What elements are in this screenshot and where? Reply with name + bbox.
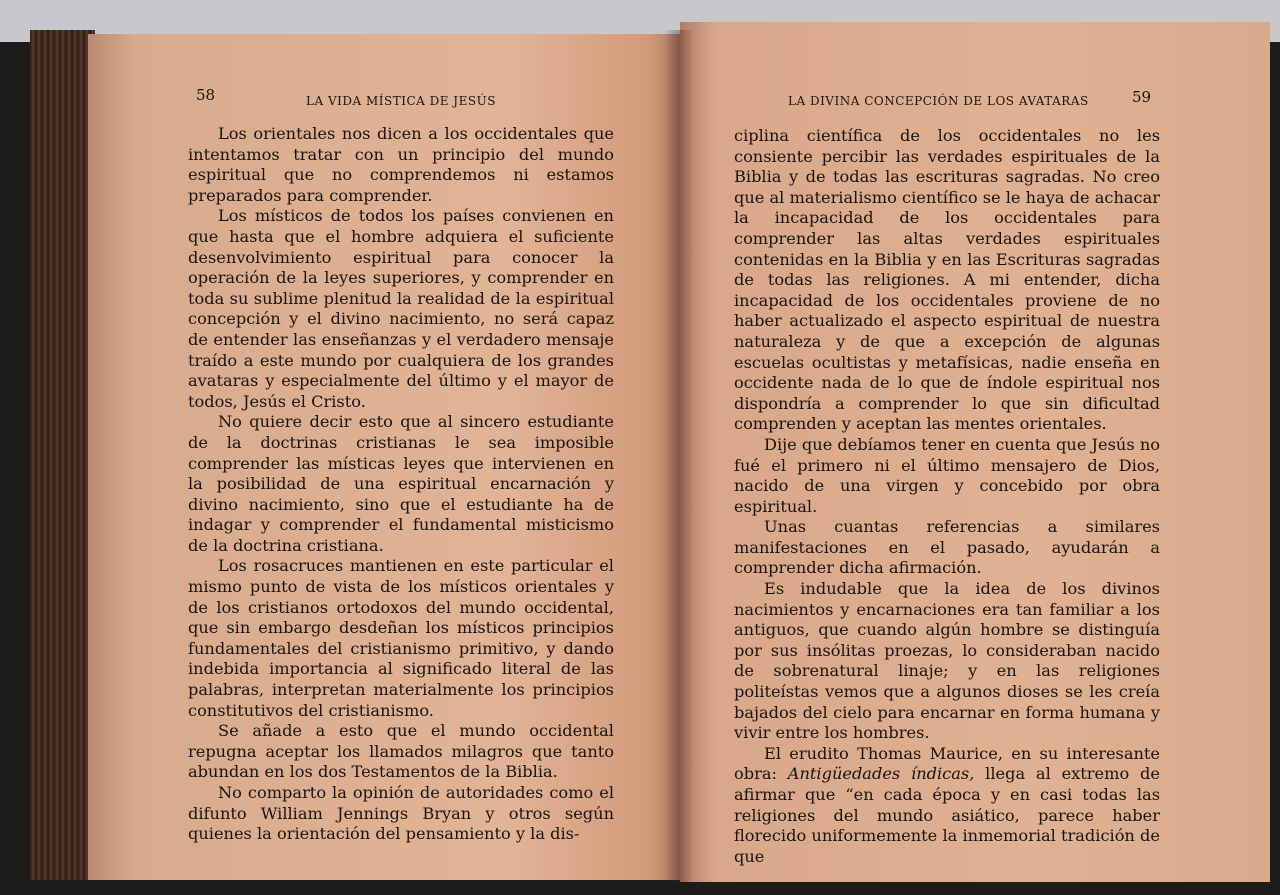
right-body-text — [734, 126, 1160, 867]
paragraph: Los rosacruces mantienen en este particular el mismo punto de vista de los místicos orientales y de los cristianos ortodoxos del mundo occidental, que sin embargo desdeñan los místicos principios fundamentales del cristianismo primitivo, y dando indebida importancia al significado literal de las palabras, interpretan materialmente los principios constitutivos del cristianismo. — [188, 556, 614, 720]
paragraph: Los místicos de todos los países convienen en que hasta que el hombre adquiera el suficiente desenvolvimiento espiritual para conocer la operación de la leyes superiores, y comprender en toda su sublime plenitud la realidad de la espiritual concepción y el divino nacimiento, no será capaz de entender las enseñanzas y el verdadero mensaje traído a este mundo por cualquiera de los grandes avataras y especialmente del último y el mayor de todos, Jesús el Cristo. — [188, 206, 614, 411]
paragraph: No quiere decir esto que al sincero estudiante de la doctrinas cristianas le sea imposible comprender las místicas leyes que intervienen en la posibilidad de una espiritual encarnación y divino nacimiento, sino que el estudiante ha de indagar y comprender el fundamental misticismo de la doctrina cristiana. — [188, 412, 614, 555]
left-body-text — [188, 124, 614, 845]
paragraph: Los orientales nos dicen a los occidentales que intentamos tratar con un principio del mundo espiritual que no comprendemos ni estamos preparados para comprender. — [188, 124, 614, 205]
left-running-head: LA VIDA MÍSTICA DE JESÚS — [306, 94, 496, 108]
book-gutter — [664, 30, 694, 882]
book-page-edges — [30, 30, 95, 880]
left-page-number: 58 — [196, 86, 216, 104]
paragraph: Es indudable que la idea de los divinos nacimientos y encarnaciones era tan familiar a los antiguos, que cuando algún hombre se distinguía por sus insólitas proezas, lo consideraban nacido de sobrenatural linaje; y en las religiones politeístas vemos que a algunos dioses se les creía bajados del cielo para encarnar en forma humana y vivir entre los hombres. — [734, 579, 1160, 743]
right-running-head: LA DIVINA CONCEPCIÓN DE LOS AVATARAS — [788, 94, 1089, 108]
paragraph: Dije que debíamos tener en cuenta que Jesús no fué el primero ni el último mensajero de Dios, nacido de una virgen y concebido por obra espiritual. — [734, 434, 1160, 516]
paragraph: No comparto la opinión de autoridades como el difunto William Jennings Bryan y otros según quienes la orientación del pensamiento y la dis- — [188, 783, 614, 844]
paragraph: ciplina científica de los occidentales no les consiente percibir las verdades espirituales de la Biblia y de todas las escrituras sagradas. No creo que al materialismo científico se le haya de achacar la incapacidad de los occidentales para comprender las altas verdades espirituales contenidas en la Biblia y en las Escrituras sagradas de todas las religiones. A mi entender, dicha incapacidad de los occidentales proviene de no haber actualizado el aspecto espiritual de nuestra naturaleza y de que a excepción de algunas escuelas ocultistas y metafísicas, nadie enseña en occidente nada de lo que de índole espiritual nos dispondría a comprender lo que sin dificultad comprenden y aceptan las mentes orientales. — [734, 126, 1161, 434]
right-page — [680, 22, 1270, 882]
right-page-number: 59 — [1132, 88, 1152, 106]
left-page — [88, 34, 683, 880]
text-span: El erudito Thomas Maurice, en su interesante obra: — [734, 743, 1160, 784]
book-title: Antigüedades índicas, — [787, 764, 975, 784]
paragraph — [734, 744, 1160, 868]
paragraph: Unas cuantas referencias a similares manifestaciones en el pasado, ayudarán a comprender dicha afirmación. — [734, 517, 1160, 578]
text-span: llega al extremo de afirmar que “en cada época y en casi todas las religiones del mundo asiático, parece haber florecido uniformemente la inmemorial tradición de que — [734, 764, 1160, 866]
paragraph: Se añade a esto que el mundo occidental repugna aceptar los llamados milagros que tanto abundan en los dos Testamentos de la Biblia. — [188, 721, 614, 782]
